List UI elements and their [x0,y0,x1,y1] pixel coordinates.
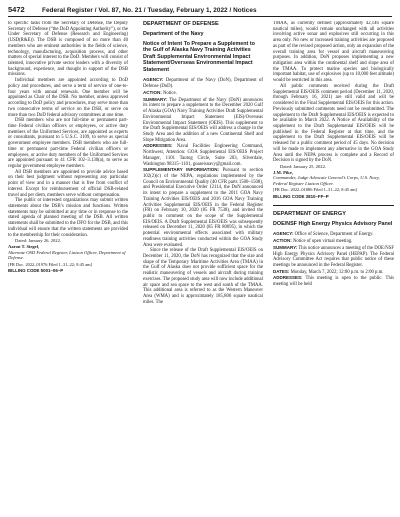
paragraph: TMAA, as currently defined (approximately 42,146 square nautical miles), would remain unchanged with all activities involving active sonar and explosives still occurring in this area only. No new or increased training activities are proposed as part of the revised proposed action, only an expansion of the overall training area for vessel and aircraft maneuvering purposes. In addition, DoN proposes implementing a new mitigation area within the continental shelf and slope area of the TMAA. To protect marine species and biologically important habitat, use of explosives (up to 10,000 feet altitude) would be restricted in this area. [273,21,394,84]
agency-text: Office of Science, Department of Energy. [294,232,374,238]
agency-heading: DEPARTMENT OF ENERGY [273,210,346,217]
paragraph: All public comments received during the Draft Supplemental EIS/OEIS comment period (December 11, 2020, through February 16, 2021) are still valid and will be considered in the Final Supplemental EIS/OEIS for this action. Previously submitted comments need not be resubmitted. The supplement to the Draft Supplemental EIS/OEIS is expected to be available in March 2022. A Notice of Availability of the supplement to the Draft Supplemental EIS/OEIS will be published in the Federal Register at that time, and the supplement to the Draft Supplemental EIS/OEIS will be released for a public comment period of 45 days. No decision will be made to implement any alternative in the GOA Study Area until the NEPA process is complete and a Record of Decision is signed by the DoN. [273,83,394,164]
signer-title: Commander, Judge Advocate General’s Corps, U.S. Navy, Federal Register Liaison Officer. [273,175,380,186]
document-title: DOE/NSF High Energy Physics Advisory Panel [273,220,393,227]
running-head: Federal Register / Vol. 87, No. 21 / Tuesday, February 1, 2022 / Notices [42,7,257,14]
addresses-label: ADDRESSES: [273,275,303,281]
agency-section [273,231,394,238]
dates-text: Monday, March 7, 2022; 12:00 p.m. to 2:00 p.m. [290,269,384,275]
summary-label: SUMMARY: [273,244,298,250]
addresses-text: Naval Facilities Engineering Command, Northwest, Attention: GOA Supplemental EIS/OEIS Project Manager, 1101 Tautog Circle, Suite 203, Silverdale, Washington 98315–1101, goaseisnavy@gmail.com. [143,144,263,167]
paragraph: Individual members are appointed according to DoD policy and procedures, and serve a term of service of one-to-four years with annual renewals. One member will be appointed as Chair of the DSB. No member, unless approved according to DoD policy and procedures, may serve more than two consecutive terms of service on the DSB, or serve on more than two DoD federal advisory committees at one time. [8,78,128,118]
dates-label: DATES: [273,268,290,274]
supplementary-label: SUPPLEMENTARY INFORMATION: [143,167,220,173]
paragraph: Since the release of the Draft Supplemental EIS/OEIS on December 11, 2020, the DoN has recognized that the size and shape of the Temporary Maritime Activities Area (TMAA) in the Gulf of Alaska does not provide sufficient space for the realistic maneuvering of vessels and aircraft during training exercises. The proposed study area will now include additional air space and sea space to the west and south of the TMAA. This additional area is referred to as the Western Maneuver Area (WMA) and is approximately 185,806 square nautical miles. The [143,248,263,305]
section-divider [273,205,394,206]
dated-line: Dated: January 26, 2022. [15,238,62,244]
addresses-text: This meeting is open to the public. This meeting will be held [273,276,394,288]
signer-name: Aaron T. Siegel, [8,243,40,249]
paragraph: to specific tasks from the Secretary of Defense, the Deputy Secretary of Defense (“the DoD Appointing Authority”), or the Under Secretary of Defense (Research and Engineering) (USD(R&E)). The DSB is composed of no more than 40 members who are eminent authorities in the fields of science, technology, manufacturing, acquisition process, and other matters of special interest to the DoD. Members will consist of talented, innovative private sector leaders with a diversity of background, experience, and thought in support of the DSB missions. [8,21,128,78]
summary-text: The Department of the Navy (DoN) announces its intent to prepare a supplement to the December 2020 Gulf of Alaska (GOA) Navy Training Activities Draft Supplemental Environmental Impact Statement (EIS)/Overseas Environmental Impact Statement (OEIS). This supplement to the Draft Supplemental EIS/OEIS will address a change in the Study Area and the addition of a new Continental Shelf and Slope Mitigation Area. [143,97,263,143]
agency-section [143,77,263,89]
agency-label: AGENCY: [143,77,164,83]
addresses-label: ADDRESSES: [143,143,173,149]
paragraph: All DSB members are appointed to provide advice based on their best judgment without representing any particular point of view and in a manner that is free from conflict of interest. Except for reimbursement of official DSB-related travel and per diem, members serve without compensation. [8,169,128,198]
column-1 [8,21,128,509]
summary-section [143,97,263,144]
supplementary-text: Pursuant to section 102(2)(c) of the NEPA, regulations implemented by the Council on Environmental Quality (40 CFR parts 1500–1508), and Presidential Executive Order 12114, the DoN announced its intent to prepare a supplement to the 2011 GOA Navy Training Activities EIS/OEIS and 2016 GOA Navy Training Activities Supplemental EIS/OEIS in the Federal Register (FR) on February 10, 2020 (85 FR 7538), and invited the public to comment on the scope of the Supplemental EIS/OEIS. A Draft Supplemental EIS/OEIS was subsequently released on December 11, 2020 (85 FR 80095), in which the potential environmental effects associated with military readiness training activities conducted within the GOA Study Area were evaluated. [143,168,263,248]
action-section [273,238,394,245]
addresses-section [273,275,394,287]
dated-line: Dated: January 25, 2022. [280,163,327,169]
fr-doc-line: [FR Doc. 2022–01886 Filed 1–31–22; 8:45 am] [273,187,358,193]
signer-title: Alternate OSD Federal Register, Liaison Officer, Department of Defense. [8,249,126,261]
agency-label: AGENCY: [273,231,294,237]
fr-doc-line: [FR Doc. 2022–01976 Filed 1–31–22; 8:45 am] [8,261,93,267]
addresses-section [143,143,263,167]
agency-text: Department of the Navy (DoN), Department of Defense (DoD). [143,78,263,90]
dates-section [273,269,394,276]
summary-label: SUMMARY: [143,96,168,102]
column-3 [273,21,394,509]
action-section [143,90,263,97]
paragraph: The public or interested organizations may submit written statements about the DSB’s mission and functions. Written statements may be submitted at any time or in response to the stated agenda of planned meeting of the DSB. All written statements shall be submitted to the DFO for the DSB, and this individual will ensure that the written statements are provided to the membership for their consideration. [8,198,128,238]
action-text: Notice of open virtual meeting. [292,239,353,245]
billing-code: BILLING CODE 3810–FF–P [273,194,329,200]
document-title: Notice of Intent To Prepare a Supplement to the Gulf of Alaska Navy Training Activities Draft Supplemental Environmental Impact Statement/Overseas Environmental Impact Statement [143,40,255,73]
action-text: Notice. [162,90,177,96]
page-number: 5472 [8,5,25,14]
signer-name: J.M. Pike, [273,169,293,175]
billing-code: BILLING CODE 5001–06–P [8,268,64,274]
paragraph: DSB members who are not full-time or permanent part-time Federal civilian officers or employees, or active duty members of the Uniformed Services, are appointed as experts or consultants, pursuant to 5 U.S.C. 3109, to serve as special government employee members. DSB members who are full-time or permanent part-time Federal civilian officers or employees, or active duty members of the Uniformed Services are appointed pursuant to 41 CFR 102–3.130(a), to serve as regular government employee members. [8,118,128,169]
supplementary-section [143,167,263,248]
page-header [8,5,392,17]
subagency-heading: Department of the Navy [143,31,204,37]
action-label: ACTION: [273,238,292,244]
column-2 [143,21,263,509]
action-label: ACTION: [143,89,162,95]
summary-section [273,245,394,269]
agency-heading: DEPARTMENT OF DEFENSE [143,21,219,27]
summary-text: This notice announces a meeting of the DOE/NSF High Energy Physics Advisory Panel (HEPAP). The Federal Advisory Committee Act requires that public notice of these meetings be announced in the Federal Register. [273,245,394,268]
